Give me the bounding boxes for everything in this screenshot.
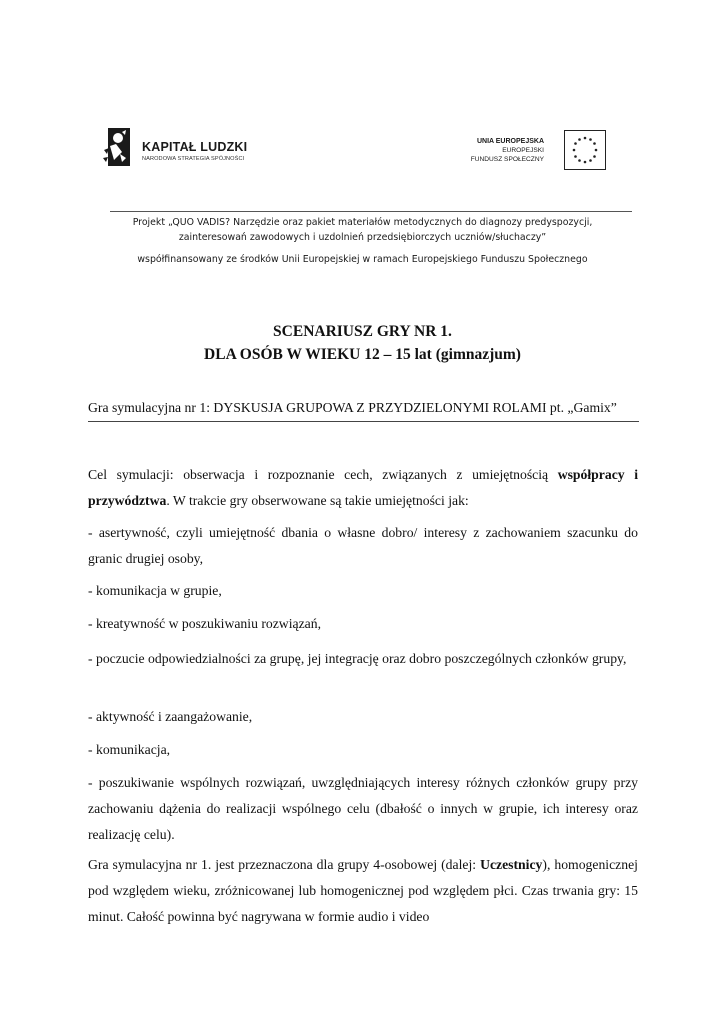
simulation-goal: [88, 462, 638, 514]
skill-item: - komunikacja w grupie,: [88, 583, 222, 598]
project-cofinancing: współfinansowany ze środków Unii Europejskiej w ramach Europejskiego Funduszu Społecznego: [137, 254, 588, 265]
goal-text-1: Cel symulacji: obserwacja i rozpoznanie cech, związanych z umiejętnością: [88, 467, 558, 482]
eu-flag-icon: [564, 130, 606, 170]
project-line-1: Projekt „QUO VADIS? Narzędzie oraz pakiet materiałów metodycznych do diagnozy predyspozycji,: [132, 217, 593, 228]
subtitle-underline: [88, 421, 639, 422]
game-subtitle: Gra symulacyjna nr 1: DYSKUSJA GRUPOWA Z PRZYDZIELONYMI ROLAMI pt. „Gamix”: [88, 400, 617, 415]
logo-subtitle: NARODOWA STRATEGIA SPÓJNOŚCI: [142, 156, 245, 162]
skill-item: - komunikacja,: [88, 742, 171, 757]
eu-line-3: FUNDUSZ SPOŁECZNY: [470, 156, 544, 163]
skill-item: - poszukiwanie wspólnych rozwiązań, uwzględniających interesy różnych członków grupy przy zachowaniu dążenia do realizacji wspólnego celu (dbałość o innych w grupie, ich interesy oraz realizację celu).: [88, 775, 638, 842]
project-line-2: zainteresowań zawodowych i uzdolnień przedsiębiorczych uczniów/słuchaczy”: [178, 232, 547, 243]
kapital-ludzki-logo: [100, 124, 260, 174]
eu-line-1: UNIA EUROPEJSKA: [476, 138, 544, 145]
skill-item: - poczucie odpowiedzialności za grupę, jej integrację oraz dobro poszczególnych członków grupy,: [88, 651, 627, 666]
desc-text-1: Gra symulacyjna nr 1. jest przeznaczona dla grupy 4-osobowej (dalej:: [88, 857, 481, 872]
kapital-ludzki-logo-icon: [100, 124, 136, 170]
game-description: [88, 852, 638, 930]
skill-item: - aktywność i zaangażowanie,: [88, 709, 253, 724]
eu-logo-text: [471, 137, 544, 164]
scenario-age-group: DLA OSÓB W WIEKU 12 – 15 lat (gimnazjum): [204, 346, 521, 363]
skill-item: - kreatywność w poszukiwaniu rozwiązań,: [88, 616, 321, 631]
goal-text-2: . W trakcie gry obserwowane są takie umiejętności jak:: [166, 493, 469, 508]
header-divider: [110, 211, 632, 212]
desc-text-2: ), homogenicznej pod względem wieku, zróżnicowanej lub homogenicznej pod względem płci. Czas trwania gry: 15 minut. Całość powinna być nagrywana w formie audio i video: [88, 857, 638, 924]
desc-bold: Uczestnicy: [480, 857, 543, 872]
skill-item: - asertywność, czyli umiejętność dbania o własne dobro/ interesy z zachowaniem szacunku do granic drugiej osoby,: [88, 525, 638, 566]
eu-logo: [460, 128, 610, 172]
eu-line-2: EUROPEJSKI: [502, 147, 544, 154]
project-description: [80, 215, 645, 245]
scenario-title: SCENARIUSZ GRY NR 1.: [273, 323, 452, 340]
goal-bold: współpracy i przywództwa: [88, 467, 638, 508]
logo-title: KAPITAŁ LUDZKI: [142, 140, 248, 154]
